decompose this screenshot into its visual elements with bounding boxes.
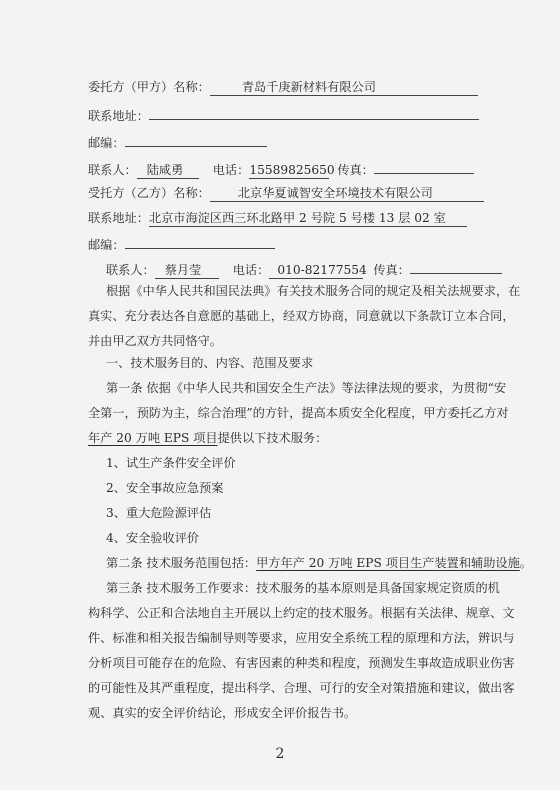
article-2-scope: 甲方年产 20 万吨 EPS 项目生产装置和辅助设施 (256, 556, 520, 570)
party-b-name-value: 北京华夏诚智安全环境技术有限公司 (210, 186, 484, 202)
party-a-name-value: 青岛千庚新材料有限公司 (210, 80, 478, 96)
party-b-contact-value: 蔡月莹 (155, 263, 219, 279)
party-a-postcode-blank (125, 134, 267, 147)
party-b-postcode-blank (125, 236, 275, 249)
page-number: 2 (275, 746, 285, 762)
article-3-line-1: 第三条 技术服务工作要求：技术服务的基本原则是具备国家规定资质的机 (106, 581, 500, 595)
party-a-phone-value: 15589825650 (249, 163, 335, 177)
article-3-line-6: 观、真实的安全评价结论，形成安全评价报告书。 (88, 706, 357, 720)
article-3-line-2: 构科学、公正和合法地自主开展以上约定的技术服务。根据有关法律、规章、文 (88, 606, 515, 620)
article-2-prefix: 第二条 技术服务范围包括： (106, 556, 257, 570)
service-item-2: 2、安全事故应急预案 (106, 481, 224, 495)
article-1-line-2: 全第一，预防为主，综合治理”的方针，提高本质安全化程度，甲方委托乙方对 (88, 406, 509, 420)
party-b-phone-label: 电话： (232, 263, 270, 277)
party-a-address-row (88, 107, 479, 124)
article-3-line-3: 件、标准和相关报告编制导则等要求，应用安全系统工程的原理和方法，辨识与 (88, 631, 515, 645)
article-2 (106, 556, 532, 571)
intro-line-3: 并由甲乙双方共同恪守。 (88, 334, 223, 348)
party-b-postcode-label: 邮编： (88, 238, 125, 252)
service-item-1: 1、试生产条件安全评价 (106, 456, 236, 470)
party-b-name-row (88, 186, 484, 202)
party-a-contact-label: 联系人： (88, 163, 137, 177)
party-b-fax-blank (410, 261, 502, 274)
party-a-postcode-row (88, 134, 267, 151)
party-b-address-row (88, 211, 467, 227)
article-1-project: 年产 20 万吨 EPS 项目 (88, 431, 218, 445)
section-1-heading: 一、技术服务目的、内容、范围及要求 (106, 356, 314, 370)
party-b-name-label: 受托方（乙方）名称： (88, 186, 210, 200)
service-item-4: 4、安全验收评价 (106, 531, 200, 545)
party-b-address-value: 北京市海淀区西三环北路甲 2 号院 5 号楼 13 层 02 室 (149, 211, 467, 227)
party-a-contact-value: 陆咸勇 (137, 163, 199, 179)
party-a-name-row (88, 80, 478, 96)
party-a-contact-row (88, 161, 474, 179)
service-item-3: 3、重大危险源评估 (106, 506, 212, 520)
party-a-address-label: 联系地址： (88, 109, 149, 123)
intro-line-1: 根据《中华人民共和国民法典》有关技术服务合同的规定及相关法规要求，在 (106, 284, 521, 298)
party-a-fax-blank (374, 161, 474, 174)
party-b-postcode-row (88, 236, 275, 253)
intro-line-2: 真实、充分表达各自意愿的基础上，经双方协商，同意就以下条款订立本合同， (88, 309, 515, 323)
article-3-line-5: 的可能性及其严重程度，提出科学、合理、可行的安全对策措施和建议，做出客 (88, 681, 515, 695)
party-b-fax-label: 传真： (373, 263, 410, 277)
party-b-phone-value: 010-82177554 (269, 263, 363, 279)
party-a-phone-label: 电话： (212, 163, 250, 177)
article-1-line-3-rest: 提供以下技术服务： (217, 431, 328, 445)
article-1-line-3 (88, 431, 327, 446)
article-2-suffix: 。 (519, 556, 532, 570)
party-a-address-blank (149, 107, 479, 120)
party-a-postcode-label: 邮编： (88, 136, 125, 150)
party-b-contact-label: 联系人： (106, 263, 155, 277)
party-a-name-label: 委托方（甲方）名称： (88, 80, 210, 94)
article-1-line-1: 第一条 依据《中华人民共和国安全生产法》等法律法规的要求，为贯彻“安 (106, 381, 507, 395)
party-a-fax-label: 传真： (337, 163, 374, 177)
party-b-contact-row (106, 261, 502, 279)
party-b-address-label: 联系地址： (88, 211, 149, 225)
article-3-line-4: 分析项目可能存在的危险、有害因素的种类和程度，预测发生事故造成职业伤害 (88, 656, 515, 670)
